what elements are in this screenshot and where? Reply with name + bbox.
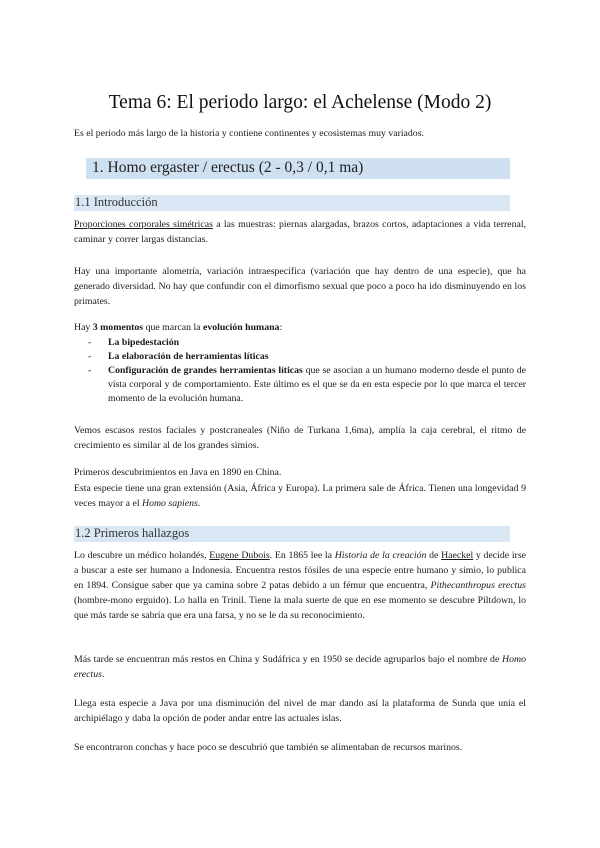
list-item: - La bipedestación <box>88 337 180 348</box>
subsection-1-1-heading: 1.1 Introducción <box>75 195 158 209</box>
list-item: - La elaboración de herramientas líticas <box>88 351 269 362</box>
paragraph-china: Más tarde se encuentran más restos en China y Sudáfrica y en 1950 se decide agruparlos bajo el nombre de Homo erectus. <box>74 654 526 680</box>
paragraph-conchas: Se encontraron conchas y hace poco se descubrió que también se alimentaban de recursos marinos. <box>74 742 463 753</box>
paragraph-momentos: Hay 3 momentos que marcan la evolución humana: <box>74 322 283 333</box>
underlined-name-haeckel: Haeckel <box>441 550 474 561</box>
paragraph-alometria: Hay una importante alometría, variación intraespecífica (variación que hay dentro de una especie), que ha generado diversidad. No hay que confundir con el dimorfismo sexual que poco a poco ha ido disminuyendo en los primates. <box>74 266 526 307</box>
page-title: Tema 6: El periodo largo: el Achelense (Modo 2) <box>108 92 492 113</box>
subsection-1-1-heading-bar <box>74 195 510 211</box>
intro-paragraph: Es el periodo más largo de la historia y contiene continentes y ecosistemas muy variados. <box>74 128 424 139</box>
paragraph-restos: Vemos escasos restos faciales y postcraneales (Niño de Turkana 1,6ma), amplía la caja cerebral, el ritmo de crecimiento es similar al de los grandes simios. <box>74 425 526 451</box>
paragraph-proporciones: Proporciones corporales simétricas a las muestras: piernas alargadas, brazos cortos, adaptaciones a vida terrenal, caminar y correr largas distancias. <box>74 219 526 245</box>
subsection-1-2-heading: 1.2 Primeros hallazgos <box>75 526 190 540</box>
list-item: - Configuración de grandes herramientas líticas que se asocian a un humano moderno desde el punto de vista corporal y de comportamiento. Este último es el que se da en esta especie por lo que marca el tercer momento de la evolución humana. <box>88 365 526 404</box>
paragraph-java: Primeros descubrimientos en Java en 1890 en China. <box>74 467 282 478</box>
underlined-term: Proporciones corporales simétricas <box>74 219 213 230</box>
section-1-heading-bar <box>86 158 510 179</box>
underlined-name-dubois: Eugene Dubois <box>209 550 270 561</box>
subsection-1-2-heading-bar <box>74 526 510 542</box>
paragraph-dubois: Lo descubre un médico holandés, Eugene Dubois. En 1865 lee la Historia de la creación de Haeckel y decide irse a buscar a este ser humano a Indonesia. Encuentra restos fósiles de una especie entre humano y simio, lo publica en 1894. Consigue saber que ya camina sobre 2 patas debido a un fémur que encuentra, Pithecanthropus erectus (hombre-mono erguido). Lo halla en Trinil. Tiene la mala suerte de que en ese momento se descubre Piltdown, lo que más tarde se sabría que era una farsa, y no se le da su reconocimiento. <box>74 550 526 621</box>
section-1-heading: 1. Homo ergaster / erectus (2 - 0,3 / 0,1 ma) <box>92 159 364 176</box>
momentos-list <box>88 336 526 406</box>
paragraph-sunda: Llega esta especie a Java por una disminución del nivel de mar dando así la plataforma de Sunda que unía el archipiélago y daba la opción de poder andar entre las actuales islas. <box>74 698 526 724</box>
paragraph-extension: Esta especie tiene una gran extensión (Asia, África y Europa). La primera sale de África. Tienen una longevidad 9 veces mayor a el Homo sapiens. <box>74 483 526 509</box>
